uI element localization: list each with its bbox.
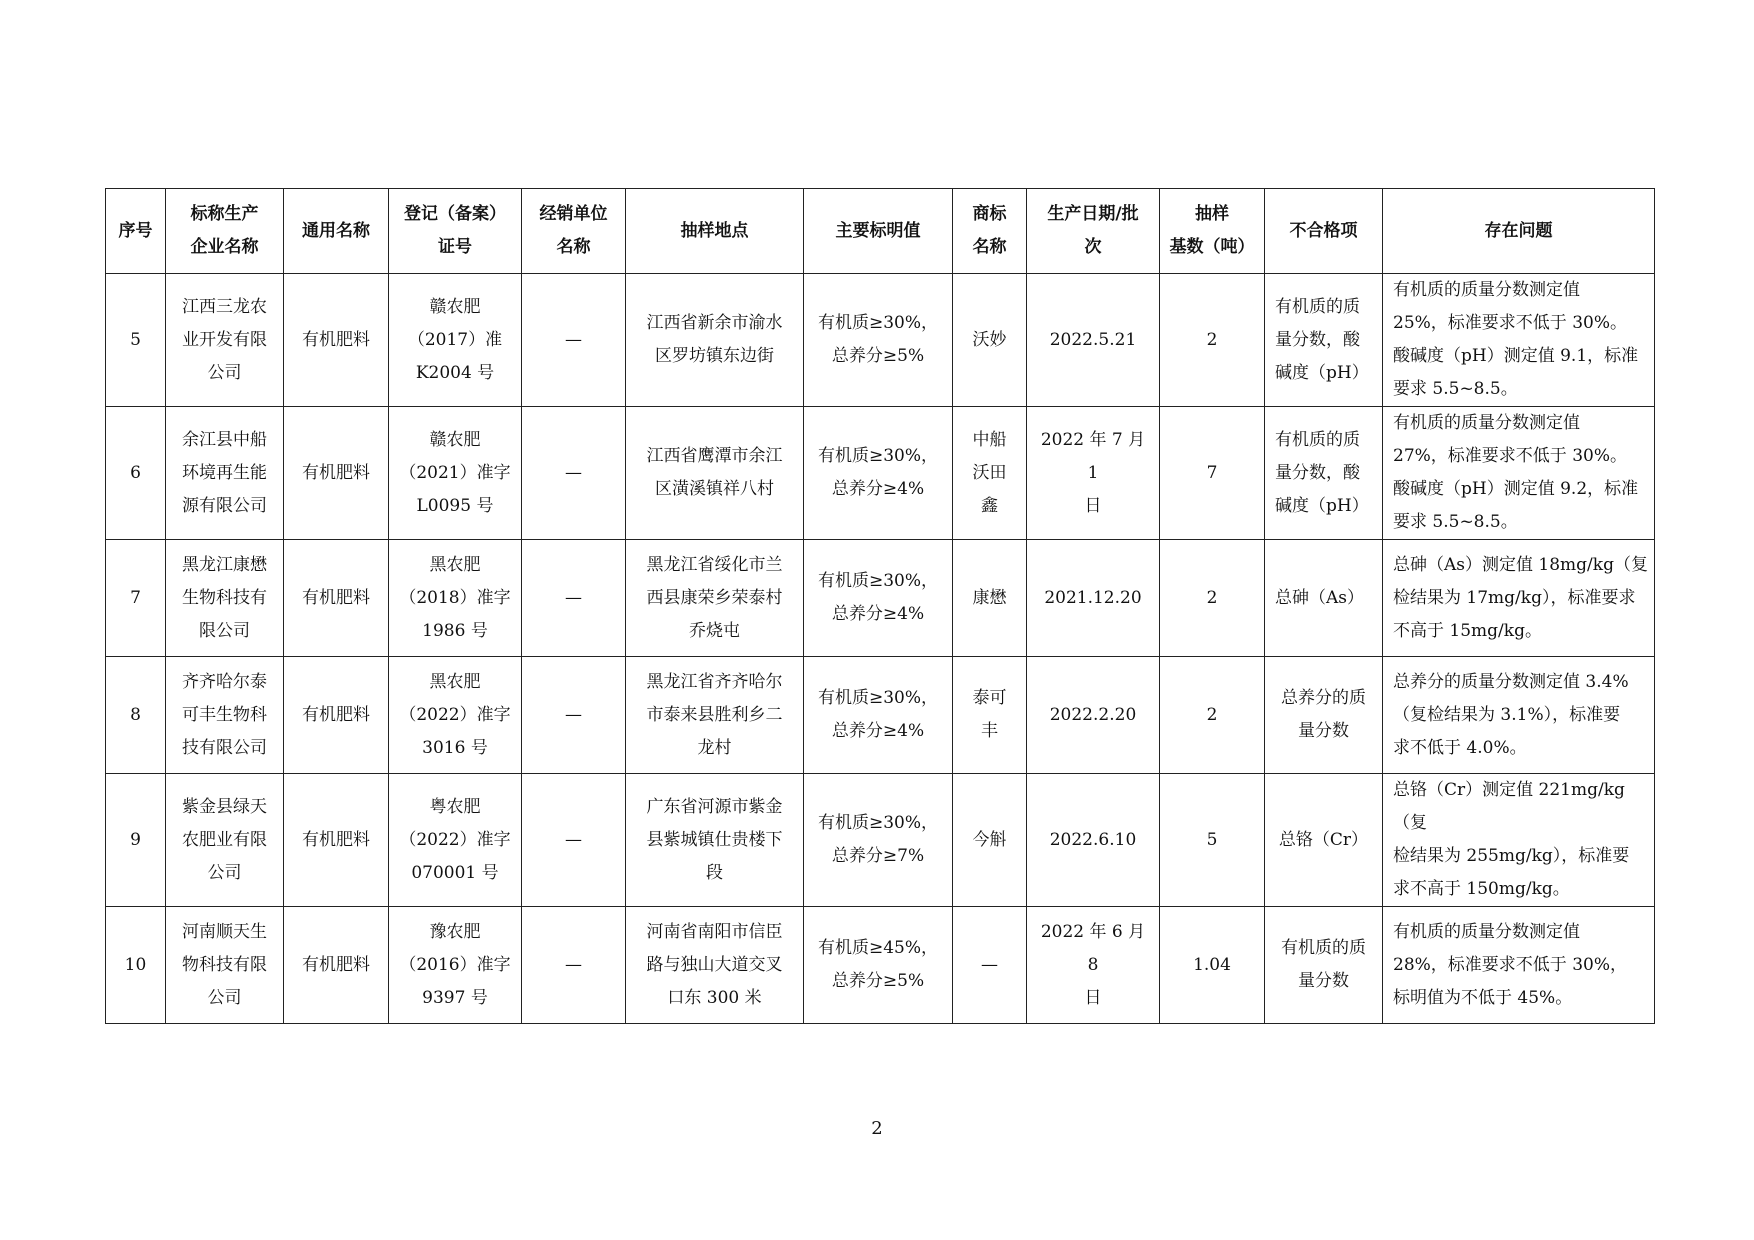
- table-row: [106, 540, 1655, 657]
- cell-seq: 5: [106, 274, 166, 407]
- cell-producer: 河南顺天生 物科技有限 公司: [166, 907, 284, 1024]
- cell-trademark: 康懋: [953, 540, 1027, 657]
- cell-distributor: —: [522, 274, 626, 407]
- cell-nonconforming-item: 有机质的质 量分数: [1265, 907, 1383, 1024]
- cell-sampling-base: 2: [1160, 274, 1265, 407]
- cell-main-label-value: 有机质≥30%， 总养分≥4%: [804, 657, 953, 774]
- cell-issue: 有机质的质量分数测定值 27%，标准要求不低于 30%。 酸碱度（pH）测定值 9.2，标准 要求 5.5~8.5。: [1383, 407, 1655, 540]
- cell-main-label-value: 有机质≥30%， 总养分≥4%: [804, 540, 953, 657]
- table-header-row: [106, 189, 1655, 274]
- cell-nonconforming-item: 有机质的质 量分数，酸 碱度（pH）: [1265, 407, 1383, 540]
- cell-registration: 赣农肥 （2017）准 K2004 号: [389, 274, 522, 407]
- cell-nonconforming-item: 总砷（As）: [1265, 540, 1383, 657]
- cell-registration: 黑农肥 （2022）准字 3016 号: [389, 657, 522, 774]
- cell-distributor: —: [522, 907, 626, 1024]
- header-production-date: 生产日期/批 次: [1027, 189, 1160, 274]
- header-sampling-base: 抽样 基数（吨）: [1160, 189, 1265, 274]
- cell-sampling-base: 1.04: [1160, 907, 1265, 1024]
- cell-sampling-location: 黑龙江省齐齐哈尔 市泰来县胜利乡二 龙村: [626, 657, 804, 774]
- cell-production-date: 2022.2.20: [1027, 657, 1160, 774]
- cell-issue: 总铬（Cr）测定值 221mg/kg（复 检结果为 255mg/kg），标准要 求不高于 150mg/kg。: [1383, 774, 1655, 907]
- cell-production-date: 2022 年 6 月 8 日: [1027, 907, 1160, 1024]
- table-row: [106, 407, 1655, 540]
- header-registration: 登记（备案） 证号: [389, 189, 522, 274]
- cell-seq: 10: [106, 907, 166, 1024]
- cell-seq: 7: [106, 540, 166, 657]
- table-row: [106, 274, 1655, 407]
- cell-common-name: 有机肥料: [284, 774, 389, 907]
- header-distributor: 经销单位 名称: [522, 189, 626, 274]
- cell-production-date: 2022.5.21: [1027, 274, 1160, 407]
- cell-production-date: 2022 年 7 月 1 日: [1027, 407, 1160, 540]
- cell-issue: 有机质的质量分数测定值 28%，标准要求不低于 30%， 标明值为不低于 45%。: [1383, 907, 1655, 1024]
- cell-main-label-value: 有机质≥30%， 总养分≥7%: [804, 774, 953, 907]
- cell-main-label-value: 有机质≥30%， 总养分≥4%: [804, 407, 953, 540]
- cell-sampling-location: 广东省河源市紫金 县紫城镇仕贵楼下 段: [626, 774, 804, 907]
- inspection-results-table: [105, 188, 1655, 1024]
- cell-registration: 豫农肥 （2016）准字 9397 号: [389, 907, 522, 1024]
- cell-issue: 有机质的质量分数测定值 25%，标准要求不低于 30%。 酸碱度（pH）测定值 9.1，标准 要求 5.5~8.5。: [1383, 274, 1655, 407]
- cell-nonconforming-item: 总养分的质 量分数: [1265, 657, 1383, 774]
- cell-sampling-base: 7: [1160, 407, 1265, 540]
- cell-distributor: —: [522, 657, 626, 774]
- cell-sampling-base: 2: [1160, 540, 1265, 657]
- header-sampling-location: 抽样地点: [626, 189, 804, 274]
- cell-common-name: 有机肥料: [284, 274, 389, 407]
- cell-main-label-value: 有机质≥45%， 总养分≥5%: [804, 907, 953, 1024]
- cell-common-name: 有机肥料: [284, 657, 389, 774]
- cell-seq: 9: [106, 774, 166, 907]
- cell-registration: 赣农肥 （2021）准字 L0095 号: [389, 407, 522, 540]
- cell-sampling-location: 河南省南阳市信臣 路与独山大道交叉 口东 300 米: [626, 907, 804, 1024]
- header-trademark: 商标 名称: [953, 189, 1027, 274]
- cell-trademark: 泰可 丰: [953, 657, 1027, 774]
- cell-seq: 8: [106, 657, 166, 774]
- cell-common-name: 有机肥料: [284, 407, 389, 540]
- cell-trademark: —: [953, 907, 1027, 1024]
- header-nonconforming-item: 不合格项: [1265, 189, 1383, 274]
- cell-sampling-base: 2: [1160, 657, 1265, 774]
- header-seq: 序号: [106, 189, 166, 274]
- cell-producer: 齐齐哈尔泰 可丰生物科 技有限公司: [166, 657, 284, 774]
- cell-trademark: 今斛: [953, 774, 1027, 907]
- cell-distributor: —: [522, 774, 626, 907]
- cell-sampling-location: 江西省新余市渝水 区罗坊镇东边街: [626, 274, 804, 407]
- cell-distributor: —: [522, 540, 626, 657]
- cell-production-date: 2022.6.10: [1027, 774, 1160, 907]
- header-main-label-value: 主要标明值: [804, 189, 953, 274]
- table-row: [106, 774, 1655, 907]
- cell-seq: 6: [106, 407, 166, 540]
- table-row: [106, 657, 1655, 774]
- cell-distributor: —: [522, 407, 626, 540]
- cell-sampling-location: 黑龙江省绥化市兰 西县康荣乡荣泰村 乔烧屯: [626, 540, 804, 657]
- cell-sampling-location: 江西省鹰潭市余江 区潢溪镇祥八村: [626, 407, 804, 540]
- header-issue: 存在问题: [1383, 189, 1655, 274]
- cell-nonconforming-item: 有机质的质 量分数，酸 碱度（pH）: [1265, 274, 1383, 407]
- page-number: 2: [871, 1118, 883, 1139]
- cell-sampling-base: 5: [1160, 774, 1265, 907]
- cell-common-name: 有机肥料: [284, 907, 389, 1024]
- header-producer: 标称生产 企业名称: [166, 189, 284, 274]
- cell-production-date: 2021.12.20: [1027, 540, 1160, 657]
- cell-producer: 黑龙江康懋 生物科技有 限公司: [166, 540, 284, 657]
- cell-registration: 黑农肥 （2018）准字 1986 号: [389, 540, 522, 657]
- cell-registration: 粤农肥 （2022）准字 070001 号: [389, 774, 522, 907]
- cell-trademark: 中船 沃田 鑫: [953, 407, 1027, 540]
- cell-common-name: 有机肥料: [284, 540, 389, 657]
- cell-issue: 总养分的质量分数测定值 3.4% （复检结果为 3.1%），标准要 求不低于 4.0%。: [1383, 657, 1655, 774]
- cell-producer: 紫金县绿天 农肥业有限 公司: [166, 774, 284, 907]
- cell-nonconforming-item: 总铬（Cr）: [1265, 774, 1383, 907]
- cell-producer: 江西三龙农 业开发有限 公司: [166, 274, 284, 407]
- cell-producer: 余江县中船 环境再生能 源有限公司: [166, 407, 284, 540]
- cell-main-label-value: 有机质≥30%， 总养分≥5%: [804, 274, 953, 407]
- cell-issue: 总砷（As）测定值 18mg/kg（复 检结果为 17mg/kg），标准要求 不高于 15mg/kg。: [1383, 540, 1655, 657]
- header-common-name: 通用名称: [284, 189, 389, 274]
- cell-trademark: 沃妙: [953, 274, 1027, 407]
- table-row: [106, 907, 1655, 1024]
